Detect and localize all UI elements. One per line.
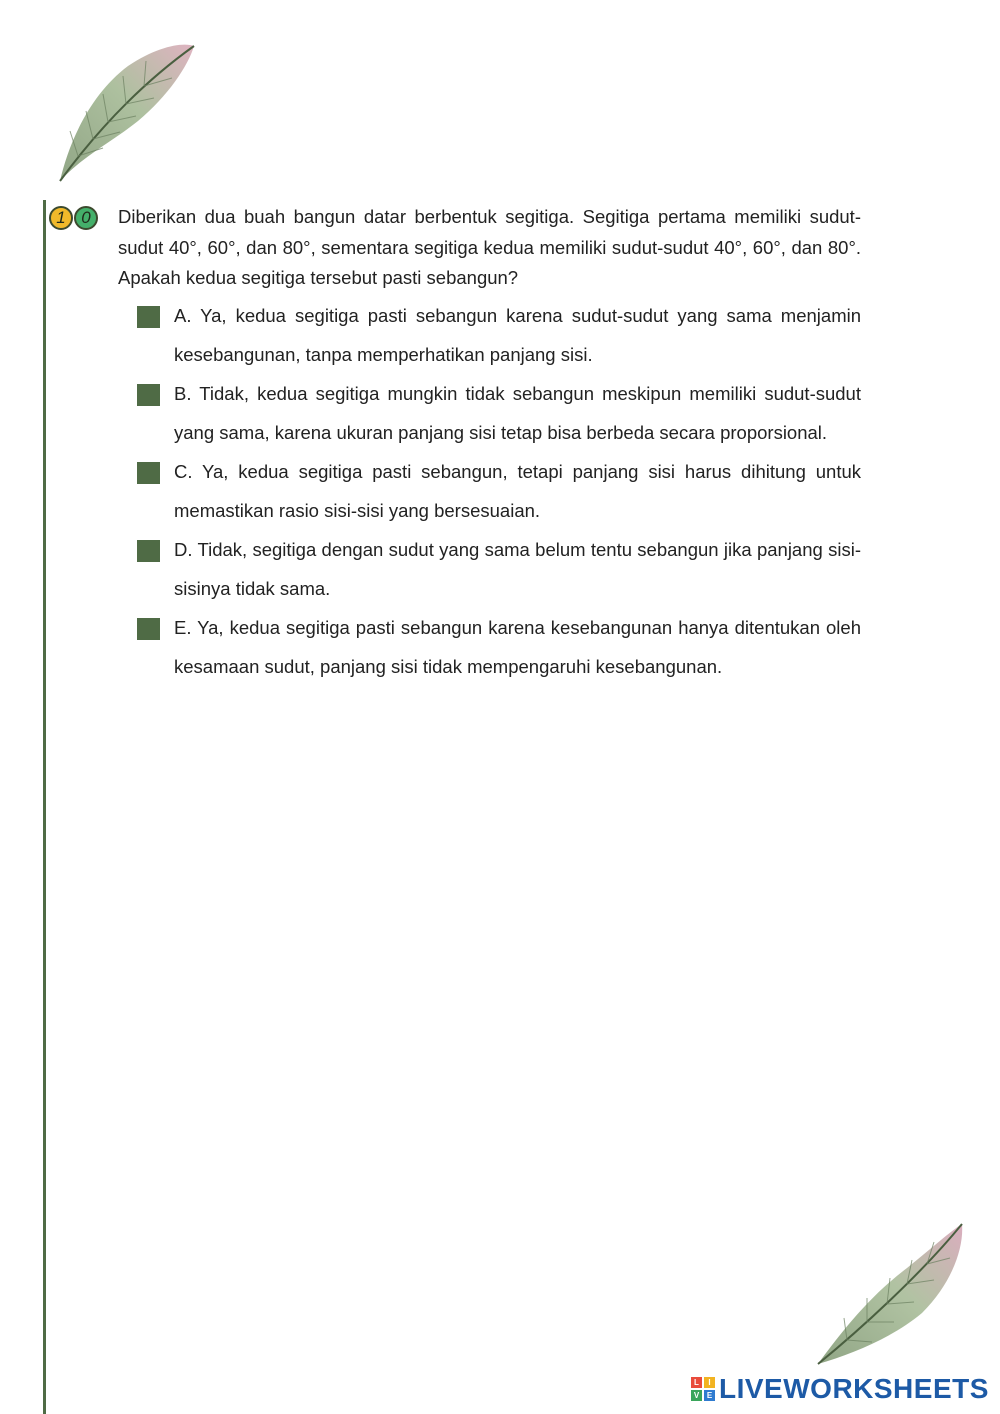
left-margin-line (43, 200, 46, 1414)
logo-letter: E (704, 1390, 715, 1401)
option-e-checkbox[interactable] (137, 618, 160, 640)
answer-options (137, 296, 861, 686)
logo-letter: V (691, 1390, 702, 1401)
option-b-checkbox[interactable] (137, 384, 160, 406)
option-a-checkbox[interactable] (137, 306, 160, 328)
option-a[interactable] (137, 296, 861, 374)
question-number-digit-0: 0 (74, 206, 98, 230)
question-number-digit-1: 1 (49, 206, 73, 230)
leaf-decoration-top-icon (48, 36, 208, 186)
option-e[interactable] (137, 608, 861, 686)
option-d[interactable] (137, 530, 861, 608)
leaf-decoration-bottom-icon (812, 1218, 972, 1368)
liveworksheets-logo (691, 1374, 989, 1404)
option-c[interactable] (137, 452, 861, 530)
option-e-label: E. Ya, kedua segitiga pasti sebangun karena kesebangunan hanya ditentukan oleh kesamaan sudut, panjang sisi tidak mempengaruhi kesebangunan. (174, 617, 861, 677)
brand-text: LIVEWORKSHEETS (719, 1373, 989, 1404)
option-c-checkbox[interactable] (137, 462, 160, 484)
option-d-label: D. Tidak, segitiga dengan sudut yang sama belum tentu sebangun jika panjang sisi-sisinya tidak sama. (174, 539, 861, 599)
option-c-label: C. Ya, kedua segitiga pasti sebangun, tetapi panjang sisi harus dihitung untuk memastikan rasio sisi-sisi yang bersesuaian. (174, 461, 861, 521)
logo-grid-icon (691, 1377, 715, 1401)
option-b[interactable] (137, 374, 861, 452)
question-text: Diberikan dua buah bangun datar berbentuk segitiga. Segitiga pertama memiliki sudut-sudut 40°, 60°, dan 80°, sementara segitiga kedua memiliki sudut-sudut 40°, 60°, dan 80°. Apakah kedua segitiga tersebut pasti sebangun? (118, 206, 861, 288)
logo-letter: L (691, 1377, 702, 1388)
option-b-label: B. Tidak, kedua segitiga mungkin tidak sebangun meskipun memiliki sudut-sudut yang sama, karena ukuran panjang sisi tetap bisa berbeda secara proporsional. (174, 383, 861, 443)
option-a-label: A. Ya, kedua segitiga pasti sebangun karena sudut-sudut yang sama menjamin kesebangunan, tanpa memperhatikan panjang sisi. (174, 305, 861, 365)
option-d-checkbox[interactable] (137, 540, 160, 562)
logo-letter: I (704, 1377, 715, 1388)
